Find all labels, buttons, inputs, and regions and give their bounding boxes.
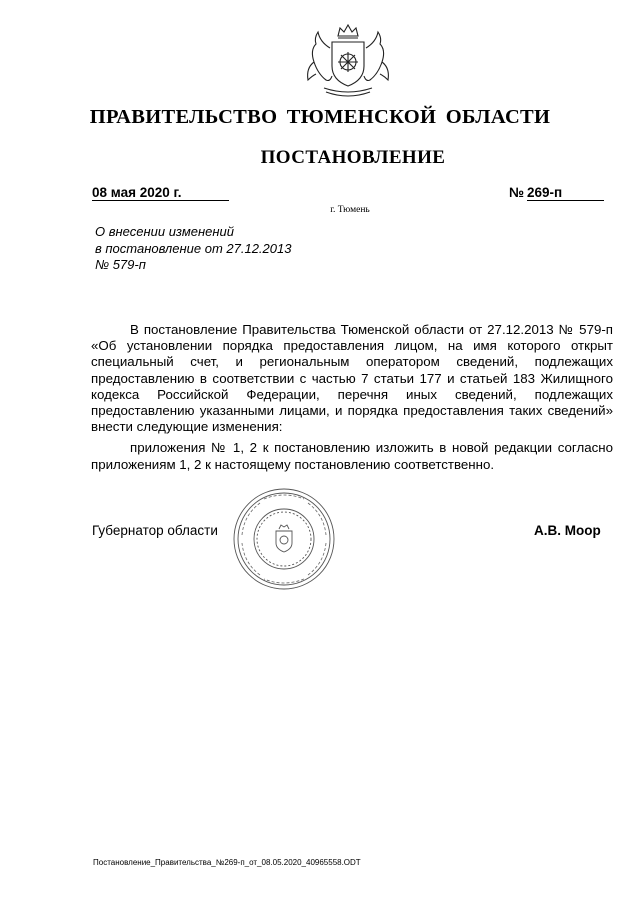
coat-of-arms-icon [300, 22, 396, 100]
subject-line: в постановление от 27.12.2013 [95, 240, 292, 256]
document-date: 08 мая 2020 г. [92, 185, 229, 201]
document-number: 269-п [527, 185, 604, 201]
number-sign: № [509, 185, 525, 200]
city-name: г. Тюмень [330, 205, 370, 215]
body-paragraph: В постановление Правительства Тюменской области от 27.12.2013 № 579-п «Об установлении порядка предоставления лицом, на имя которого открыт специальный счет, и региональным оператором сведений, подлежащих предоставлению в соответствии с частью 7 статьи 177 и статьей 183 Жилищного кодекса Российской Федерации, перечня иных сведений, подлежащих предоставлению указанными лицами, и порядка предоставления таких сведений» внести следующие изменения: [91, 322, 613, 435]
signatory-title: Губернатор области [92, 523, 218, 538]
document-subject [95, 224, 291, 274]
document-type-heading: ПОСТАНОВЛЕНИЕ [260, 147, 446, 168]
government-title: ПРАВИТЕЛЬСТВО ТЮМЕНСКОЙ ОБЛАСТИ [89, 106, 551, 128]
document-body [91, 322, 613, 473]
subject-line: № 579-п [95, 257, 146, 272]
document-number-field [509, 185, 604, 201]
subject-line: О внесении изменений [95, 224, 234, 239]
body-paragraph: приложения № 1, 2 к постановлению изложить в новой редакции согласно приложениям 1, 2 к настоящему постановлению соответственно. [91, 440, 613, 472]
file-footer: Постановление_Правительства_№269-п_от_08.05.2020_40965558.ODT [93, 858, 361, 867]
signatory-name: А.В. Моор [534, 523, 601, 538]
official-seal-icon [230, 485, 338, 593]
